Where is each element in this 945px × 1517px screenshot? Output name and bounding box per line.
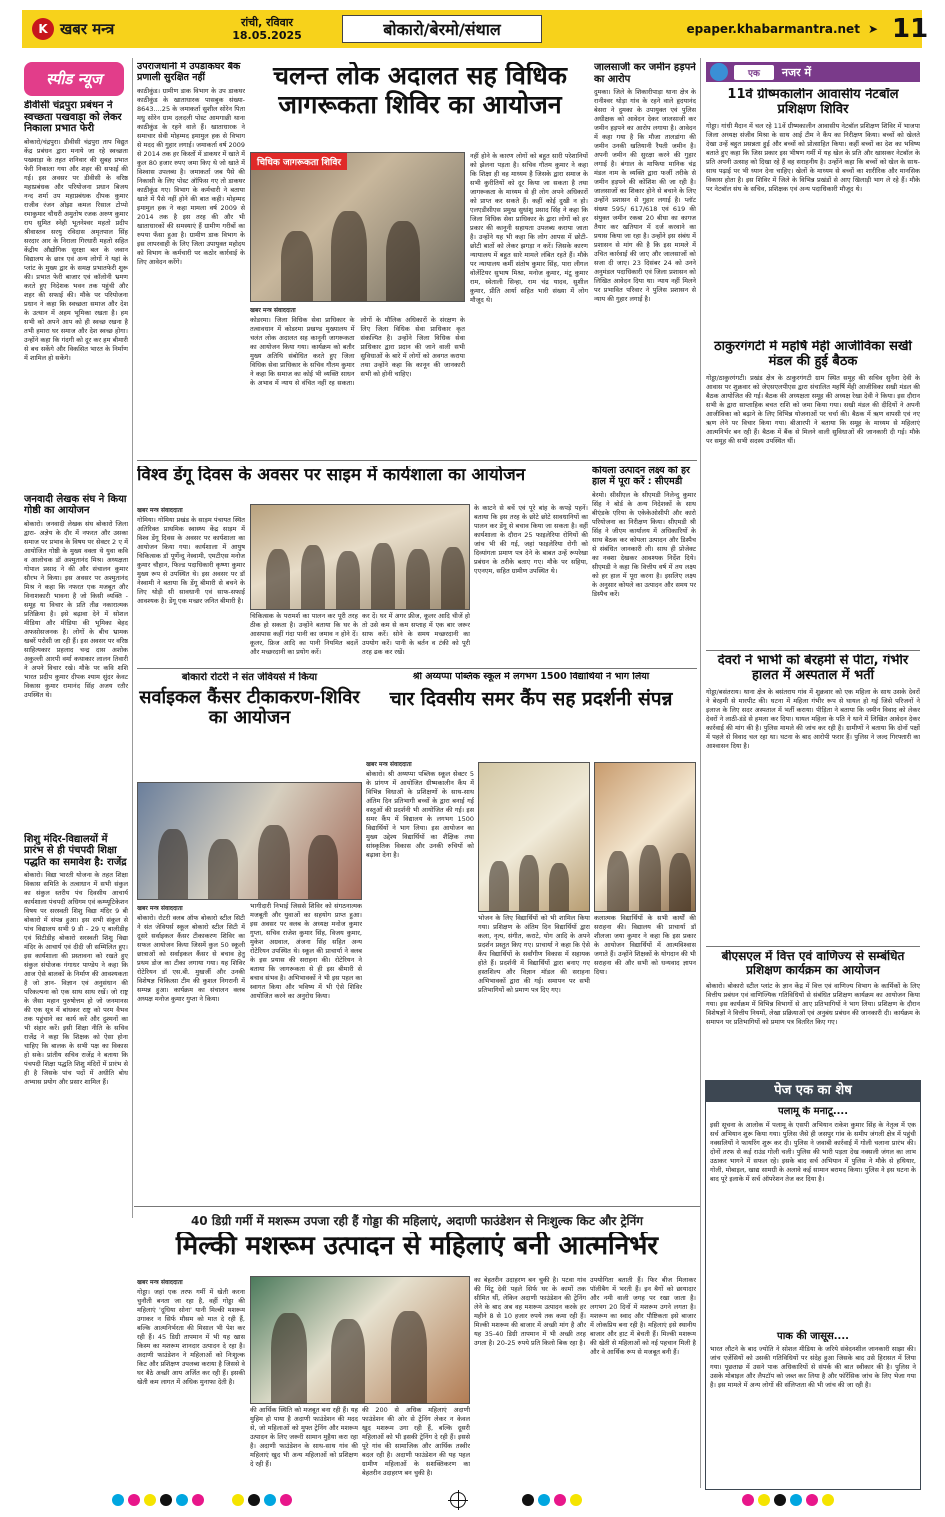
story-body: गोड्डा। जहां एक तरफ गर्मी में खेती करना चुनौती बनता जा रहा है, वहीं गोड्डा की महिलाएं 'दूधिया सोना' यानी मिल्की मशरूम उगाकर न सिर्फ मौसम को मात दे रही हैं, बल्कि आत्मनिर्भरता की मिसाल भी पेश कर रही हैं। 45 डिग्री तापमान में भी यह खास किस्म का मशरूम शानदार उत्पादन दे रहा है। अदाणी फाउंडेशन ने महिलाओं को निःशुल्क किट और प्रशिक्षण उपलब्ध कराया है जिससे वे घर बैठे अच्छी आय अर्जित कर रही हैं। इसकी खेती कम लागत में अधिक मुनाफा देती है। (137, 1288, 245, 1386)
color-registration-mid-right (520, 1492, 584, 1508)
bsl-training-story (706, 950, 920, 1076)
byline: खबर मन्त्र संवाददाता (366, 761, 412, 768)
assault-story (706, 654, 920, 944)
summer-camp-body-2 (478, 914, 590, 1202)
dengue-body-2 (250, 612, 358, 664)
person-figure (669, 853, 691, 911)
person-figure (441, 547, 465, 609)
story-body: का बेहतरीन उदाहरण बन चुकी है। पटवा गांव की मिंटू देवी पहले सिर्फ घर के कामों तक सीमित थीं, लेकिन अदाणी फाउंडेशन की ट्रेनिंग लेने के बाद अब वह मशरूम उत्पादन करके हर महीने 8 से 10 हजार रुपये तक कमा रही हैं। मिल्की मशरूम की बाजार में अच्छी मांग है और यह 35-40 डिग्री तापमान में भी अच्छी तरह उगता है। 20-25 रुपये प्रति किलो बिक रहा है। (474, 1276, 586, 1347)
sakhi-mandal-story (706, 340, 920, 648)
story-headline[interactable]: पाक की जासूस.... (777, 1330, 849, 1342)
dengue-body-3 (362, 612, 470, 664)
mushroom-body-5 (590, 1276, 696, 1488)
section-divider (706, 650, 920, 651)
person-figure (391, 1311, 427, 1403)
summer-camp-photo-2[interactable] (594, 762, 696, 912)
person-figure (331, 211, 367, 301)
registration-crosshair-icon (450, 1492, 466, 1508)
dengue-headline-block (137, 466, 587, 502)
page-one-rest-title: पेज एक का शेष (705, 1080, 921, 1102)
dengue-body-4 (474, 504, 588, 664)
upadakghar-story (137, 62, 245, 462)
story-body: बोकारो। विद्या भारती योजना के तहत शिक्षा विकास समिति के तत्वाधान में सभी संकुल का संकुल स्तरीय पंच दिवसीय आचार्य कार्यशाला पंचपदी अधिगम एवं कम्प्यूटिकेशन विषय पर सरस्वती शिशु विद्या मंदिर 9 बी बोकारो में संपन्न हुआ। इस सभी संकुल से पांच विद्यालय सभी 9 डी - 29 ए बालीडीह एवं सिटीडीह बोकारो सरस्वती शिशु विद्या मंदिर के आचार्य एवं दीदी जी सम्मिलित हुए। इस कार्यशाला की प्रस्तावना को रखते हुए संकुल संयोजक गंगाधर पाण्डेय ने कहा कि आज ऐसे बालकों के निर्माण की आवश्यकता है जो ज्ञान- विज्ञान एवं अनुसंधान की परिकल्पना को एक साथ साथ रखें। जो राष्ट्र के जैसा महान पुरुषोत्तम हो जो जनमानस की एक सूत्र में बांधकर राष्ट्र को परम वैभव तक पहुंचाने का कार्य करें और दुश्मनों का भी संहार करें। इसी शिक्षा नीति के सचिव राजेंद्र ने कहा कि शिक्षक को ऐसा होना चाहिए कि बालक के सभी पक्ष का विकास हो सके। प्रांतीय सचिव राजेंद्र ने बताया कि पंचपदी शिक्षा पद्धति शिशु मंदिरों में प्रारंभ से ही है जिसके पांच पदों में अधीति बोध अभ्यास प्रयोग और प्रसार शामिल हैं। (24, 871, 128, 1086)
story-headline[interactable]: बीएसएल में वित्त एवं वाणिज्य से सम्बंधित प्रशिक्षण कार्यक्रम का आयोजन (721, 950, 905, 977)
section-divider (137, 668, 697, 669)
person-figure (371, 543, 395, 609)
photo-banner-text: चिधिक जागरूकता शिविर (251, 153, 347, 170)
person-figure (639, 845, 661, 911)
story-headline[interactable]: उपराजधानी में उपडाकघर बैंक प्रणाली सुरक्षित नहीं (137, 62, 241, 83)
summer-camp-body-3 (594, 914, 696, 1202)
cancer-body-1 (137, 902, 245, 1202)
summer-camp-headline-block (366, 672, 696, 756)
brand-logo[interactable] (22, 18, 212, 40)
left-news-column (24, 100, 128, 1490)
masthead (22, 10, 929, 48)
cancer-photo[interactable] (137, 782, 362, 900)
story-body: नहीं होने के कारण लोगों को बहुत सारी परेशानियों को झेलना पड़ता है। सचिव गौतम कुमार ने कहा कि शिक्षा ही वह माध्यम है जिसके द्वारा समाज के सभी कुरीतियों को दूर किया जा सकता है तथा जागरूकता के माध्यम से ही लोग अपने अधिकारों को प्राप्त कर सकते हैं। कहीं कोई दुखी न हो। एलएडीसीएस प्रमुख सुधांशु प्रसाद सिंह ने कहा कि जिला विधिक सेवा प्राधिकार के द्वारा लोगों को हर प्रकार की कानूनी सहायता उपलब्ध कराया जाता है। उन्होंने यह भी कहा कि लोग आपस में छोटी-छोटी बातों को लेकर झगड़ा न करें। जिसके कारण न्यायालय में बहुत सारे मामले लंबित रहते हैं। मौके पर न्यायालय कर्मी संतोष कुमार सिंह, पारा लीगल वोलेंटियर सुभाष मिश्रा, मनोज कुमार, मंटू कुमार राम, स्वेताली सिन्हा, राम चंद्र यादव, सुशील कुमार, प्रीति आर्या सहित भारी संख्या में लोग मौजूद थे। (470, 152, 588, 304)
person-figure (258, 825, 290, 899)
person-figure (489, 861, 509, 911)
dengue-body-1 (137, 504, 245, 664)
byline: खबर मन्त्र संवाददाता (137, 905, 183, 912)
person-figure (331, 1319, 365, 1403)
person-figure (607, 851, 629, 911)
story-body: कोडरमा। जिला विधिक सेवा प्राधिकार के तत्वावधान में कोडरमा प्रखण्ड मुख्यालय में चलंत लोक अदालत सह कानूनी जागरूकता का आयोजन किया गया। कार्यक्रम को बतौर मुख्य अतिथि संबोधित करते हुए जिला विधिक सेवा प्राधिकार के सचिव गौतम कुमार ने कहा कि समाज का कोई भी व्यक्ति साधन के अभाव में न्याय से वंचित नहीं रह सकता। लोगों के मौलिक अधिकारों के संरक्षण के लिए जिला विधिक सेवा प्राधिकार कृत संकल्पित है। उन्होंने जिला विधिक सेवा प्राधिकार द्वारा प्रदान की जाने वाली सभी सुविधाओं के बारे में लोगों को अवगत कराया तथा उन्होंने कहा कि कानून की जानकारी सभी को होनी चाहिए। (250, 316, 465, 387)
summer-camp-headline[interactable]: चार दिवसीय समर कैंप सह प्रदर्शनी संपन्न (389, 687, 673, 710)
story-body: गोड्डा। गांधी मैदान में चल रहे 11वें ग्रीष्मकालीन आवासीय नेटबॉल प्रशिक्षण शिविर में भाजपा जिला अध्यक्ष संजीव मिश्रा के साथ आई टीम ने कैंप का निरीक्षण किया। बच्चों को खेलते देखा उन्हें बहुत प्रसन्नता हुई और बच्चों को प्रोत्साहित किया। कहीं बच्चों का देश का भविष्य बताते हुए कहा कि जिस प्रकार इस भीषण गर्मी में यह खेल के प्रति और खासकर नेटबॉल के प्रति अपनी उत्साह को दिखा रहे हैं वह सराहनीय है। उन्होंने कहा कि बच्चों को खेल के साथ-साथ पढ़ाई पर भी ध्यान देना चाहिए। खेलों के माध्यम से बच्चों का शारीरिक और मानसिक विकास होता है। इस शिविर में जिले के विभिन्न प्रखंडों से आए खिलाड़ी भाग ले रहे हैं। मौके पर नेटबॉल संघ के सचिव, प्रशिक्षक एवं अन्य पदाधिकारी मौजूद थे। (706, 121, 920, 193)
story-body: बोकारो। बोकारो स्टील प्लांट के ज्ञान केंद्र में वित्त एवं वाणिज्य विभाग के कार्मिकों के लिए वित्तीय प्रबंधन एवं वाणिज्यिक गतिविधियों से संबंधित प्रशिक्षण कार्यक्रम का आयोजन किया गया। इस कार्यक्रम में विभिन्न विभागों से आए प्रतिभागियों ने भाग लिया। प्रशिक्षण के दौरान विशेषज्ञों ने वित्तीय नियमों, लेखा प्रक्रियाओं एवं अनुबंध प्रबंधन की जानकारी दी। कार्यक्रम के समापन पर प्रतिभागियों को प्रमाण पत्र वितरित किए गए। (706, 981, 920, 1026)
mushroom-banner: 40 डिग्री गर्मी में मशरूम उपजा रही हैं गोड्डा की महिलाएं, अदाणी फाउंडेशन से निःशुल्क किट और ट्रेनिंग (190, 1214, 644, 1228)
person-figure (271, 1313, 307, 1403)
byline: खबर मन्त्र संवाददाता (137, 507, 183, 514)
person-figure (208, 839, 238, 899)
jalsaji-story (594, 62, 696, 462)
story-body: गोमिया। गोमिया प्रखंड के साड़म पंचायत स्थित अतिरिक्त प्राथमिक स्वास्थ्य केंद्र साड़म में विश्व डेंगू दिवस के अवसर पर कार्यशाला का आयोजन किया गया। कार्यशाला में आयुष चिकित्सक डॉ पूर्णेन्दु नेस्वामी, एमटीएस मनोज कुमार चौहान, फिल्ड पदाधिकारी कृष्णा कुमार मुख्य रूप से उपस्थित थे। इस अवसर पर डॉ नेस्वामी ने बताया कि डेंगू बीमारी से बचने के लिए थोड़ी सी सावधानी एवं साफ-सफाई आवश्यक है। डेंगू एक मच्छर जनित बीमारी है। (137, 516, 245, 605)
lok-adalat-body-2 (470, 152, 588, 452)
person-figure (386, 221, 420, 301)
story-headline[interactable]: डीवीसी चंद्रपुरा प्रबंधन ने स्वच्छता पखवाड़ा को लेकर निकाला प्रभात फेरी (24, 100, 122, 134)
mushroom-headline-block (137, 1232, 697, 1274)
mushroom-body-2 (250, 1406, 358, 1488)
person-figure (519, 855, 539, 911)
color-registration-mid-left (230, 1492, 294, 1508)
color-registration-left (110, 1492, 206, 1508)
story-headline[interactable]: पलामू के मनाटू.... (777, 1106, 849, 1117)
story-body: की 200 से अधिक महिलाएं अदाणी फाउंडेशन की ओर से ट्रेनिंग लेकर न केवल खुद मशरूम उगा रही हैं, बल्कि दूसरी महिलाओं को भी इसकी ट्रेनिंग दे रही हैं। इससे पूरे गांव की सामाजिक और आर्थिक तस्वीर बदल रही है। अदाणी फाउंडेशन की यह पहल ग्रामीण महिलाओं के सशक्तिकरण का बेहतरीन उदाहरण बन चुकी है। (362, 1406, 470, 1477)
ek-label: एक (734, 65, 774, 80)
page-number: 11 (892, 14, 929, 44)
summer-camp-kicker: श्री अय्यप्पा पब्लिक स्कूल में लगभग 1500 विद्यार्थियों ने भाग लिया (412, 672, 650, 682)
story-headline[interactable]: ठाकुरगंगटी में महर्षि मेंही आजीविका सखी मंडल की हुई बैठक (714, 340, 912, 369)
epaper-url[interactable]: epaper.khabarmantra.net (686, 22, 860, 36)
byline: खबर मन्त्र संवाददाता (250, 307, 296, 314)
mushroom-photo[interactable] (250, 1276, 470, 1404)
story-headline[interactable]: जनवादी लेखक संघ ने किया गोष्ठी का आयोजन (24, 493, 127, 516)
color-registration-right (740, 1492, 836, 1508)
person-figure (301, 545, 325, 609)
edition-date (212, 16, 322, 42)
person-figure (308, 835, 338, 899)
byline: खबर मन्त्र संवाददाता (137, 1279, 183, 1286)
person-figure (549, 863, 569, 911)
cancer-headline[interactable]: सर्वाइकल कैंसर टीकाकरण-शिविर का आयोजन (139, 686, 360, 729)
coal-story (592, 466, 696, 666)
story-body: उपयोगिता बताती हैं। फिर बीज मिलाकर पॉलीबैग में भरती हैं। इन बैगों को छायादार और नमी वाली जगह पर रखा जाता है। लगभग 20 दिनों में मशरूम उगने लगता है। मशरूम का स्वाद और पौष्टिकता इसे बाजार में लोकप्रिय बना रही है। महिलाएं इसे स्थानीय बाजार और हाट में बेचती हैं। मिल्की मशरूम की खेती से महिलाओं को नई पहचान मिली है और वे आर्थिक रूप से मजबूत बनी हैं। (590, 1276, 696, 1356)
story-body: के काटने से बचें एवं पूरे बांह के कपड़े पहनें। बताया कि इस तरह के छोटे छोटे सावधानियों का पालन कर डेंगू से बचाव किया जा सकता है। वहीं कार्यशाला के दौरान 25 फाइलेरिया रोगियों की जांच भी की गई, जहां फाइलेरिया रोगी को दिव्यांगता प्रमाण पत्र देने के बाबत उन्हें रूपरेखा प्रबंधन के तरीके बताए गए। मौके पर सहिया, एएनएम, सहित ग्रामीण उपस्थित थे। (474, 504, 588, 575)
story-body: भोजन के लिए विद्यार्थियों को भी शामिल किया गया। प्रशिक्षण के अंतिम दिन विद्यार्थियों द्वारा कला, नृत्य, संगीत, कराटे, योग आदि के अपने प्रदर्शन प्रस्तुत किए गए। प्राचार्या ने कहा कि ऐसे कैंप विद्यार्थियों के सर्वांगीण विकास में सहायक होते हैं। प्रदर्शनी में विद्यार्थियों द्वारा बनाए गए हस्तशिल्प और विज्ञान मॉडल की सराहना अभिभावकों द्वारा की गई। समापन पर सभी प्रतिभागियों को प्रमाण पत्र दिए गए। (478, 914, 590, 994)
story-headline[interactable]: देवरों ने भाभी को बेरहमी से पीटा, गंभीर हालत में अस्पताल में भर्ती (717, 654, 909, 683)
logo-icon: K (32, 18, 54, 40)
story-headline[interactable]: जालसाजी कर जमीन हड़पने का आरोप (594, 62, 696, 85)
cancer-body-2 (250, 902, 362, 1202)
story-body: बेरमो। सीसीएल के सीएमडी निलेन्दु कुमार सिंह ने बोर्ड के अन्य निदेशकों के साथ बीएंडके एरिया के एकेकेओसीपी और कारो परियोजना का निरीक्षण किया। सीएमडी श्री सिंह ने जीएम कार्यालय में अधिकारियों के साथ बैठक कर कोयला उत्पादन और डिस्पैच से संबंधित जानकारी ली। साथ ही प्रोजेक्ट का नक्शा देखकर आवश्यक निर्देश दिये। सीएमडी ने कहा कि वित्तीय वर्ष में तय लक्ष्य को हर हाल में पूरा करना है। इसलिए लक्ष्य के अनुसार कोयले का उत्पादन और समय पर डिस्पैच करें। (592, 490, 696, 598)
speed-news-badge: स्पीड न्यूज (24, 62, 124, 96)
nazar-label: नजर में (781, 65, 812, 79)
section-divider (134, 1206, 700, 1207)
brand-name: खबर मन्त्र (60, 20, 115, 38)
dengue-photo[interactable] (250, 504, 470, 610)
ek-nazar-header (706, 62, 920, 82)
story-body: भागीदारी निभाई जिससे शिविर को संगठनात्मक मजबूती और युवाओं का सहयोग प्राप्त हुआ। इस अवसर पर क्लब के अध्यक्ष मनोज कुमार गुप्ता, सचिव राजेश कुमार सिंह, विजय कुमार, मुकेश अग्रवाल, अंजना सिंह सहित अन्य रोटेरियन उपस्थित थे। स्कूल की प्राचार्या ने क्लब के इस प्रयास की सराहना की। रोटेरियन ने बताया कि जागरूकता से ही इस बीमारी से बचाव संभव है। अभिभावकों ने भी इस पहल का स्वागत किया और भविष्य में भी ऐसे शिविर आयोजित करने का अनुरोध किया। (250, 902, 362, 1000)
person-figure (336, 551, 360, 609)
story-body: बोकारो। रोटरी क्लब ऑफ बोकारो स्टील सिटी ने संत जेवियर्स स्कूल बोकारो स्टील सिटी में दूसरे सर्वाइकल कैंसर टीकाकरण शिविर का सफल आयोजन किया जिसमें कुल 50 स्कूली छात्राओं को सर्वाइकल कैंसर से बचाव हेतु प्रथम डोज का टीका लगाया गया। यह शिविर रोटेरियन डॉ एस.बी. मुखर्जी और उनकी विशेषज्ञ चिकित्सा टीम की कुशल निगरानी में सम्पन्न हुआ। कार्यक्रम का संचालन क्लब अध्यक्ष मनोज कुमार गुप्ता ने किया। (137, 914, 245, 1003)
mushroom-body-4 (474, 1276, 586, 1488)
story-body: बोकारो/चंद्रपुरा। डीवीसी चंद्रपुरा ताप विद्युत केंद्र प्रबंधन द्वारा मनाये जा रहे स्वच्छता पखवाड़ा के तहत शनिवार की सुबह प्रभात फेरी निकाला गया और शहर की सफाई की गई। इस अवसर पर डीवीसी के वरिष्ठ महाप्रबंधक और परियोजना प्रधान बिजय नन्द शर्मा उप महाप्रबंधक दीपक कुमार राजीव रंजन ओझा कमल रिसाल टोप्पो रमाकुमार चौधरी अमुतोष रजक अरुण कुमार राय सुमित स्नेही भूतनेश्वर महतो प्रदीप श्रीवास्तव सरयु रविदास अमृतपाल सिंह सरदार आर के निराला गिरधारी महतो सहित केंद्रीय औद्योगिक सुरक्षा बल के जवान विद्यालय के छात्र एवं अन्य लोगों ने यहां के प्लांट के मुख्य द्वार के समक्ष प्रभातफेरी शुरू की। प्रभात फेरी बाजार एवं कॉलोनी भ्रमण करते हुए निदेशक भवन तक पहुंची और शहर की सफाई की। मौके पर परियोजना प्रधान ने कहा कि स्वच्छता समाज और देश के उत्थान में अहम भूमिका रखता है। हम सभी को अपने आप को ही स्वच्छ रखना है तभी हमारा घर समाज और देश स्वच्छ होगा। उन्होंने कहा कि गंदगी को दूर कर हम बीमारी से बच सकेंगे और विकसित भारत के निर्माण में शामिल हो सकेंगे। (24, 137, 128, 362)
section-title: बोकारो/बेरमो/संथाल (342, 15, 542, 43)
lok-adalat-body-1 (250, 304, 465, 454)
story-headline[interactable]: शिशु मंदिर-विद्यालयों में प्रारंभ से ही पंचपदी शिक्षा पद्धति का समावेश है: राजेंद्र (24, 833, 127, 868)
story-body: गोड्डा/ठाकुरगंगटी। प्रखंड क्षेत्र के ठाकुरगंगटी ग्राम स्थित समूह की सचिव सुनैना देवी के आवास पर शुक्रवार को जेएसएलपीएस द्वारा संचालित महर्षि मेंही आजीविका सखी मंडल की बैठक आयोजित की गई। बैठक की अध्यक्षता समूह की अध्यक्ष रेखा देवी ने किया। इस दौरान सभी के द्वारा साप्ताहिक बचत राशि को जमा किया गया। सखी मंडल की दीदियों ने अपनी आजीविका को बढ़ाने के लिए विभिन्न योजनाओं पर चर्चा की। बैठक में ऋण वापसी एवं नए ऋण लेने पर विचार किया गया। बीआरपी ने बताया कि समूह के माध्यम से महिलाएं आत्मनिर्भर बन रही हैं। बैठक में बैंक से मिलने वाली सुविधाओं की जानकारी दी गई। मौके पर समूह की सभी सदस्य उपस्थित थीं। (706, 373, 920, 445)
mushroom-body-3 (362, 1406, 470, 1488)
story-body: बोकारो। श्री अय्यप्पा पब्लिक स्कूल सेक्टर 5 के प्रांगण में आयोजित ग्रीष्मकालीन कैंप में विभिन्न विधाओं के प्रशिक्षणों के साथ-साथ अंतिम दिन प्रतिभागी बच्चों के द्वारा बनाई गई वस्तुओं की प्रदर्शनी भी आयोजित की गई। इस समर कैंप में विद्यालय के लगभग 1500 विद्यार्थियों ने भाग लिया। इस आयोजन का मुख्य उद्देश्य विद्यार्थियों का शैक्षिक तथा सांस्कृतिक विकास और उनकी रुचियों को बढ़ावा देना है। (366, 770, 474, 859)
story-body: काठीकुंड। ग्रामीण डाक विभाग के उप डाकघर काठीकुंड के खाताधारक पासबुक संख्या- 8643....25 के जमाकर्ता सुशील सोरेन पिता मधु सोरेन ग्राम दलदली पोस्ट आमगाछी थाना काठीकुंड के रहने वाले हैं। खाताधारक ने समाचार सेवी मोहम्मद इमामुल हक से विभाग से मदद की गुहार लगाई। जमाकर्ता वर्ष 2009 से 2014 तक हर किस्तों में डाकघर में खाते में कुल 80 हजार रुपए जमा किए थे जो खाते में विश्वास उपलब्ध है। जमाकर्ता जब पैसे की निकासी के लिए पोस्ट ऑफिस गए तो डाकघर काठीकुंड गए। विभाग के कर्मचारी ने बताया खाते में पैसे नहीं होने की बात कही। मोहम्मद इमामुल हक ने कहा मामला वर्ष 2009 से 2014 तक है इस तरह की और भी खाताधारकों की समस्याएं हैं ग्रामीण गरीबों का रुपया फँसा हुआ है। ग्रामीण डाक विभाग के इस लापरवाही के लिए जिला उपायुक्त महोदय को विभाग के कर्मचारी पर कठोर कार्रवाई के लिए आवेदन करेंगे। (137, 86, 245, 266)
column-divider (700, 58, 701, 1488)
story-body: गोड्डा/बसंतराय। थाना क्षेत्र के बसंतराय गांव में शुक्रवार को एक महिला के साथ उसके देवरों ने बेरहमी से मारपीट की। घटना में महिला गंभीर रूप से घायल हो गई जिसे परिजनों ने इलाज के लिए सदर अस्पताल में भर्ती कराया। पीड़िता ने बताया कि जमीन विवाद को लेकर देवरों ने लाठी-डंडे से हमला कर दिया। घायल महिला के पति ने थाने में लिखित आवेदन देकर कार्रवाई की मांग की है। पुलिस मामले की जांच कर रही है। ग्रामीणों ने बताया कि दोनों पक्षों में पहले से विवाद चल रहा था। घटना के बाद आरोपी फरार हैं। पुलिस ने जल्द गिरफ्तारी का आश्वासन दिया है। (706, 687, 920, 750)
summer-camp-photo-1[interactable] (478, 762, 590, 912)
story-body: कलात्मक विद्यार्थियों के सभी कार्यों की सराहना की। विद्यालय की प्राचार्या डॉ शीलजा जया कुमार ने कहा कि इस प्रकार के आयोजन विद्यार्थियों में आत्मविश्वास जगाते हैं। उन्होंने शिक्षकों के योगदान की भी सराहना की और सभी को धन्यवाद ज्ञापन दिया। (594, 914, 696, 976)
story-body: भारत लौटने के बाद ज्योति ने सोशल मीडिया के जरिये संवेदनशील जानकारी साझा की। जांच एजेंसियों को उसकी गतिविधियों पर संदेह हुआ जिसके बाद उसे हिरासत में लिया गया। पूछताछ में उसने पाक अधिकारियों से संपर्क की बात स्वीकार की है। पुलिस ने उसके मोबाइल और लैपटॉप को जब्त कर लिया है और फॉरेंसिक जांच के लिए भेजा गया है। इस मामले में अन्य लोगों की संलिप्तता की भी जांच की जा रही है। (710, 1345, 916, 1389)
person-figure (281, 231, 313, 301)
edition-date-value: 18.05.2025 (232, 29, 302, 42)
story-body: की आर्थिक स्थिति को मजबूत बना रही हैं। यह मुहिम हो पाया है अदाणी फाउंडेशन की मदद से, जो महिलाओं को मुफ्त ट्रेनिंग और मशरूम उत्पादन के लिए जरूरी सामान मुहैया करा रहा है। अदाणी फाउंडेशन के साथ-साथ गांव की महिलाएं खुद भी अन्य महिलाओं को प्रशिक्षण दे रही हैं। (250, 1406, 358, 1468)
page-one-rest-content (710, 1106, 916, 1486)
column-divider (132, 58, 133, 1218)
lok-adalat-photo[interactable] (250, 152, 465, 302)
dengue-headline[interactable]: विश्व डेंगू दिवस के अवसर पर साइम में कार्यशाला का आयोजन (137, 466, 526, 485)
lok-adalat-headline-block (250, 62, 590, 152)
story-body: चिकित्सक के परामर्श का पालन कर पूरी तरह ठीक हो सकता है। उन्होंने बताया कि घर के आसपास कहीं गंदा पानी का जमाव न होने दें। कूलर, फ्रिज आदि का पानी नियमित बदलें और मच्छरदानी का प्रयोग करें। (250, 612, 358, 656)
netball-story (706, 88, 920, 338)
mushroom-headline[interactable]: मिल्की मशरूम उत्पादन से महिलाएं बनी आत्मनिर्भर (175, 1232, 659, 1261)
pointer-icon: ➤ (867, 22, 878, 36)
edition-city-day: रांची, रविवार (240, 16, 294, 29)
section-divider (137, 460, 697, 461)
person-figure (158, 829, 188, 899)
story-headline[interactable]: कोयला उत्पादन लक्ष्य को हर हाल में पूरा करें : सीएमडी (592, 466, 690, 487)
person-figure (266, 549, 290, 609)
globe-icon (710, 63, 728, 81)
section-divider (706, 946, 920, 947)
cancer-headline-block (137, 672, 362, 782)
person-figure (406, 549, 430, 609)
story-body: इसी सूचना के आलोक में पलामू के एसपी अभियान राकेश कुमार सिंह के नेतृत्व में एक सर्च अभियान शुरू किया गया। पुलिस जैसे ही जसपुर गांव के समीप जंगली क्षेत्र में पहुंची नक्सलियों ने फायरिंग शुरू कर दी। पुलिस ने जवाबी कार्रवाई में गोली चलाना प्रारंभ की। दोनों तरफ से कई राउंड गोली चली। पुलिस की भारी पड़ता देख नक्सली जंगल का लाभ उठाकर भागने में सफल रहे। इसके बाद सर्च अभियान में पुलिस ने मौके से हथियार, गोली, मोबाइल, खाद्य सामग्री के अलावे कई सामान बरामद किया। पुलिस ने इस घटना के बाद पूरे इलाके में सर्च ऑपरेशन तेज कर दिया है। (710, 1120, 916, 1183)
story-body: कर दें। घर में अगर फ्रीज, कूलर आदि चीजें हो तो उसे कम से कम सप्ताह में एक बार जरूर साफ करें। सोने के समय मच्छरदानी का उपयोग करें। पानी के बर्तन व टंकी को पूरी तरह ढक कर रखें। (362, 612, 470, 656)
story-body: दुमका। जिले के शिकारीपाड़ा थाना क्षेत्र के रानीश्वर थोड़ा गांव के रहने वाले हृदयानंद बेसरा ने दुमका के उपायुक्त एवं पुलिस अधीक्षक को आवेदन देकर जालसाजी कर जमीन हड़पने का आरोप लगाया है। आवेदन में कहा गया है कि मौजा तालडांगा की जमीन उनकी खतियानी रैयती जमीन है। अपनी जमीन की सुरक्षा करने की गुहार लगाई है। बंगाल के माफिया मानिक चंद्र मंडल नाम के व्यक्ति द्वारा फर्जी तरीके से जमीन हड़पने की कोशिश की जा रही है। जालसाजों का शिकार होने से बचाने के लिए उन्होंने प्रशासन से गुहार लगाई है। प्लॉट संख्या 595/ 617/618 एवं 619 की संयुक्त जमीन रकबा 20 बीघा का कागज तैयार कर खतियान में दर्ज करवाने का प्रयास किया जा रहा है। उन्होंने इस संबंध में प्रशासन से मांग की है कि इस मामले में उचित कार्रवाई की जाए और जालसाजों को सजा दी जाए। 23 दिसंबर 24 को उनने अनुमंडल पदाधिकारी एवं जिला प्रशासन को लिखित आवेदन दिया था। न्याय नहीं मिलने पर प्रभावित परिवार ने पुलिस प्रशासन से न्याय की गुहार लगाई है। (594, 88, 696, 303)
cancer-kicker: बोकारो रोटरी ने संत जेवियर्स में किया (181, 672, 318, 683)
mushroom-body-1 (137, 1276, 245, 1488)
lok-adalat-headline[interactable]: चलन्त लोक अदालत सह विधिक जागरूकता शिविर का आयोजन (273, 62, 567, 119)
summer-camp-body-1 (366, 758, 474, 1202)
story-body: बोकारो। जनवादी लेखक संघ बोकारो जिला द्वारा- अज्ञेय के दौर में नफरत और उसका समाज पर प्रभाव के विषय पर सेक्टर 2 ए में आयोजित गोष्ठी के मुख्य वक्ता थे युवा कवि व आलोचक डॉ अश्मुतानंद मिश्र। अध्यक्षता गोपाल प्रसाद ने की और संचालन कुमार सौरभ ने किया। इस अवसर पर अश्मुतानंद मिश्र ने कहा कि नफरत एक मजबूत और विनाशकारी भावना है जो किसी व्यक्ति - समूह या विचार के प्रति तीव्र नकारात्मक प्रतिक्रिया है। इसे बढ़ावा देने में सोशल मीडिया और मीडिया की भूमिका बेहद अफसोसजनक है। लोगों के बीच भ्रामक खबरें परोसी जा रही हैं। इस अवसर पर वरिष्ठ साहित्यकार प्रहलाद चन्द्र दास अशोक अकुल्ली आरपी वर्मा कथाकार लालन तिवारी ने अपने विचार रखे। मौके पर कवि शशि भारत प्रदीप कुमार दीपक श्याम सुंदर केवट विकास कुमार रामानंद सिंह अजय रतौर उपस्थित थे। (24, 519, 128, 699)
story-headline[interactable]: 11वें ग्रीष्मकालीन आवासीय नेटबॉल प्रशिक्षण शिविर (727, 88, 899, 117)
